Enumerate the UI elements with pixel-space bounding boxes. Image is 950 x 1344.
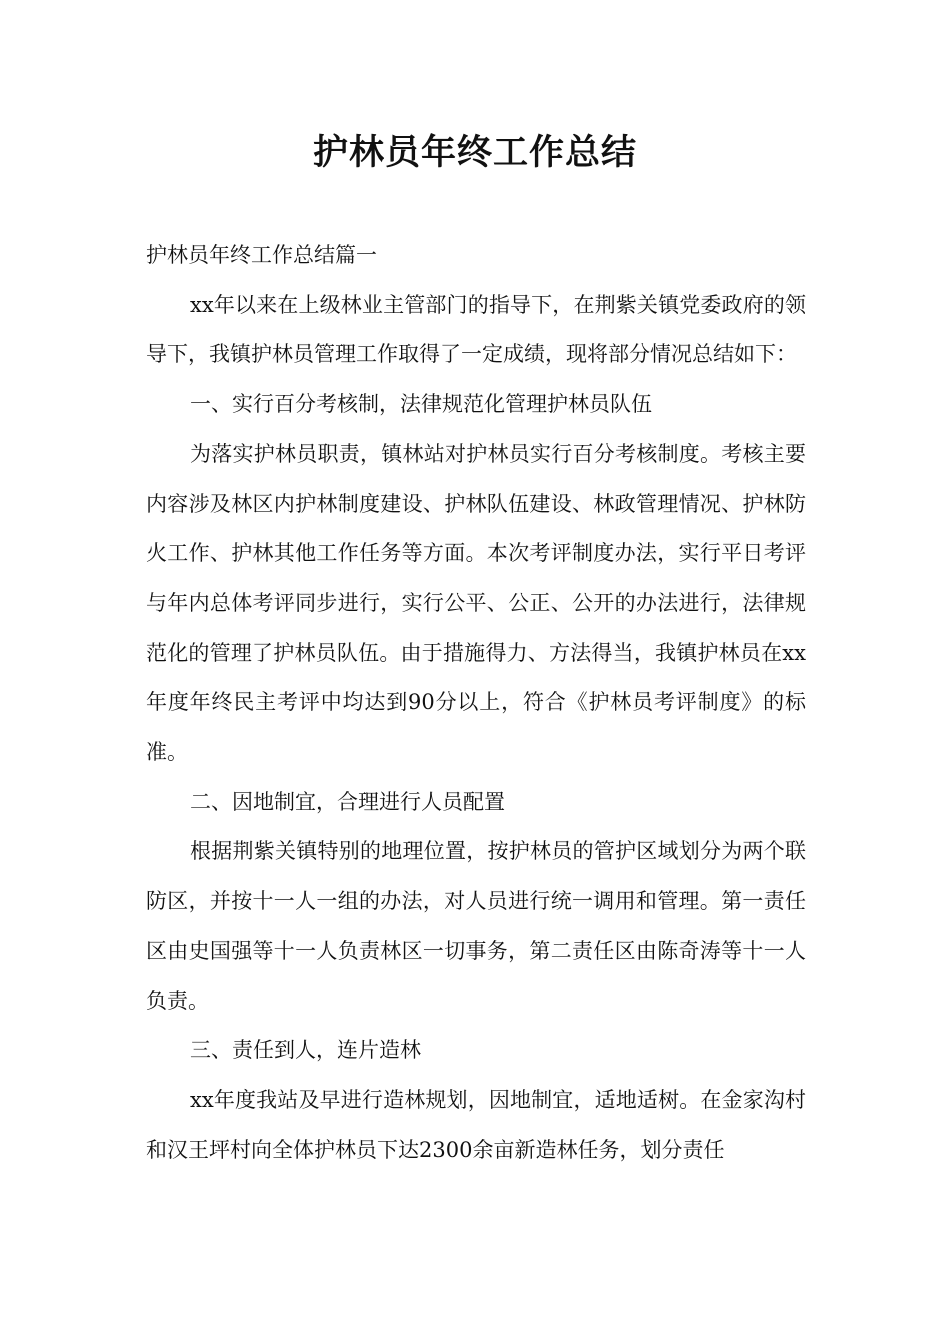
document-body xyxy=(146,231,806,1175)
paragraph-section-1: 为落实护林员职责，镇林站对护林员实行百分考核制度。考核主要内容涉及林区内护林制度建设、护林队伍建设、林政管理情况、护林防火工作、护林其他工作任务等方面。本次考评制度办法，实行平日考评与年内总体考评同步进行，实行公平、公正、公开的办法进行，法律规范化的管理了护林员队伍。由于措施得力、方法得当，我镇护林员在xx年度年终民主考评中均达到90分以上，符合《护林员考评制度》的标准。 xyxy=(146,441,806,765)
paragraph-section-3: xx年度我站及早进行造林规划，因地制宜，适地适树。在金家沟村和汉王坪村向全体护林员下达2300余亩新造林任务，划分责任 xyxy=(146,1087,806,1162)
paragraph-intro: xx年以来在上级林业主管部门的指导下，在荆紫关镇党委政府的领导下，我镇护林员管理工作取得了一定成绩，现将部分情况总结如下： xyxy=(146,292,806,367)
heading-section-1: 一、实行百分考核制，法律规范化管理护林员队伍 xyxy=(190,392,652,417)
document-title: 护林员年终工作总结 xyxy=(312,133,637,173)
section-heading: 护林员年终工作总结篇一 xyxy=(146,243,377,267)
heading-section-2: 二、因地制宜，合理进行人员配置 xyxy=(190,789,505,814)
heading-section-3: 三、责任到人，连片造林 xyxy=(190,1038,421,1063)
paragraph-section-2: 根据荆紫关镇特别的地理位置，按护林员的管护区域划分为两个联防区，并按十一人一组的办法，对人员进行统一调用和管理。第一责任区由史国强等十一人负责林区一切事务，第二责任区由陈奇涛等十一人负责。 xyxy=(146,839,806,1013)
